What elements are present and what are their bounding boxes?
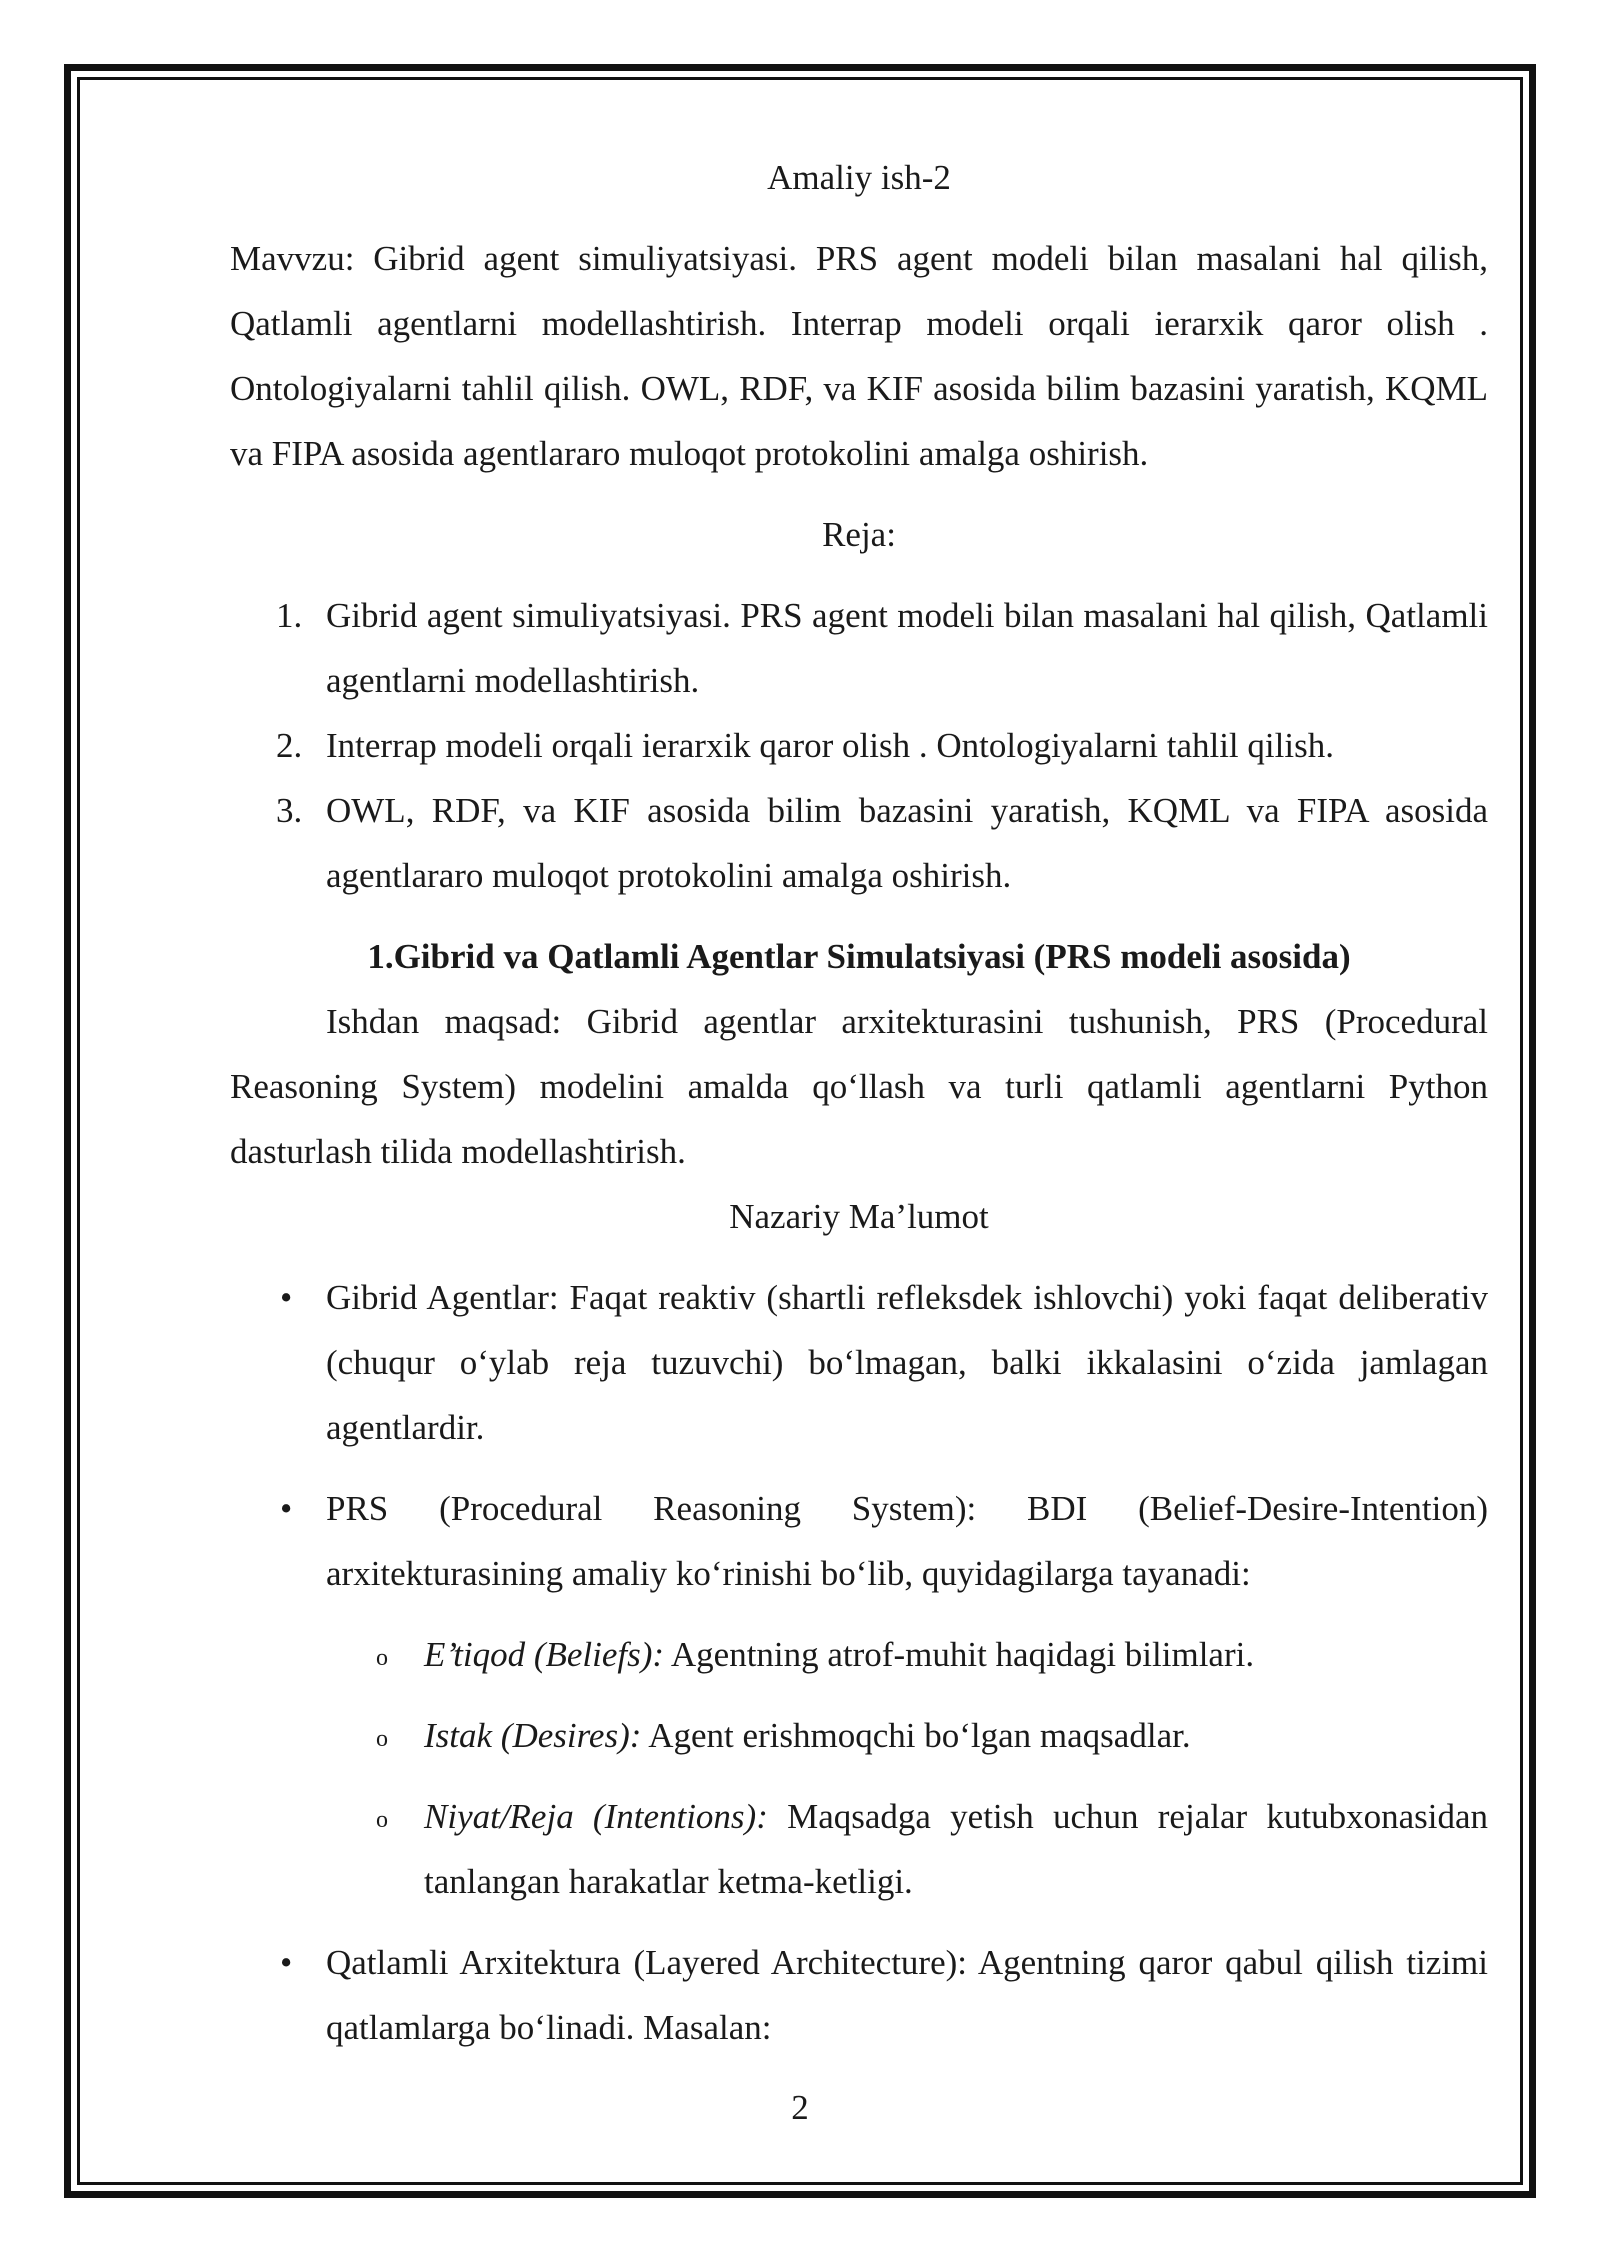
theory-bullet-list	[230, 1265, 1488, 2060]
sub-bullet-item	[230, 1622, 1488, 1687]
plan-item-text: Interrap modeli orqali ierarxik qaror olish . Ontologiyalarni tahlil qilish.	[326, 726, 1334, 765]
plan-item	[230, 713, 1488, 778]
sub-bullet-term: E’tiqod (Beliefs):	[424, 1635, 665, 1674]
document-body	[230, 145, 1488, 2076]
bullet-text: PRS (Procedural Reasoning System): BDI (Belief-Desire-Intention) arxitekturasining amaliy ko‘rinishi bo‘lib, quyidagilarga tayanadi:	[326, 1489, 1488, 1593]
sub-bullet-item	[230, 1784, 1488, 1914]
section-heading: 1.Gibrid va Qatlamli Agentlar Simulatsiyasi (PRS modeli asosida)	[367, 937, 1351, 976]
sub-bullet-text: Agent erishmoqchi bo‘lgan maqsadlar.	[641, 1716, 1191, 1755]
circle-bullet-icon: o	[376, 1726, 388, 1752]
bullet-icon: •	[280, 1489, 293, 1528]
plan-item-number: 3.	[276, 791, 303, 830]
bullet-icon: •	[280, 1278, 293, 1317]
theory-heading: Nazariy Ma’lumot	[729, 1197, 989, 1236]
sub-bullet-item	[230, 1703, 1488, 1768]
plan-heading: Reja:	[822, 515, 896, 554]
page-number: 2	[791, 2088, 809, 2127]
plan-item-number: 2.	[276, 726, 303, 765]
sub-bullet-term: Istak (Desires):	[424, 1716, 642, 1755]
bullet-item	[230, 1265, 1488, 1460]
circle-bullet-icon: o	[376, 1807, 388, 1833]
bullet-item	[230, 1476, 1488, 1914]
topic-paragraph: Mavvzu: Gibrid agent simuliyatsiyasi. PRS agent modeli bilan masalani hal qilish, Qatlamli agentlarni modellashtirish. Interrap modeli orqali ierarxik qaror olish . Ontologiyalarni tahlil qilish. OWL, RDF, va KIF asosida bilim bazasini yaratish, KQML va FIPA asosida agentlararo muloqot protokolini amalga oshirish.	[230, 239, 1488, 473]
plan-item-text: OWL, RDF, va KIF asosida bilim bazasini yaratish, KQML va FIPA asosida agentlararo muloqot protokolini amalga oshirish.	[326, 791, 1488, 895]
plan-list	[230, 583, 1488, 908]
plan-item-number: 1.	[276, 596, 303, 635]
plan-item	[230, 583, 1488, 713]
bullet-item	[230, 1930, 1488, 2060]
bdi-sublist	[326, 1622, 1488, 1914]
sub-bullet-text: Agentning atrof-muhit haqidagi bilimlari.	[664, 1635, 1255, 1674]
document-title: Amaliy ish-2	[767, 158, 951, 197]
sub-bullet-term: Niyat/Reja (Intentions):	[424, 1797, 768, 1836]
plan-item	[230, 778, 1488, 908]
sub-bullet-text: Maqsadga yetish uchun rejalar kutubxonasidan tanlangan harakatlar ketma-ketligi.	[424, 1797, 1489, 1901]
bullet-text: Qatlamli Arxitektura (Layered Architecture): Agentning qaror qabul qilish tizimi qatlamlarga bo‘linadi. Masalan:	[326, 1943, 1488, 2047]
plan-item-text: Gibrid agent simuliyatsiyasi. PRS agent modeli bilan masalani hal qilish, Qatlamli agentlarni modellashtirish.	[326, 596, 1488, 700]
bullet-icon: •	[280, 1943, 293, 1982]
goal-paragraph: Ishdan maqsad: Gibrid agentlar arxitekturasini tushunish, PRS (Procedural Reasoning System) modelini amalda qo‘llash va turli qatlamli agentlarni Python dasturlash tilida modellashtirish.	[230, 1002, 1488, 1171]
bullet-text: Gibrid Agentlar: Faqat reaktiv (shartli refleksdek ishlovchi) yoki faqat deliberativ (chuqur o‘ylab reja tuzuvchi) bo‘lmagan, balki ikkalasini o‘zida jamlagan agentlardir.	[326, 1278, 1488, 1447]
circle-bullet-icon: o	[376, 1645, 388, 1671]
